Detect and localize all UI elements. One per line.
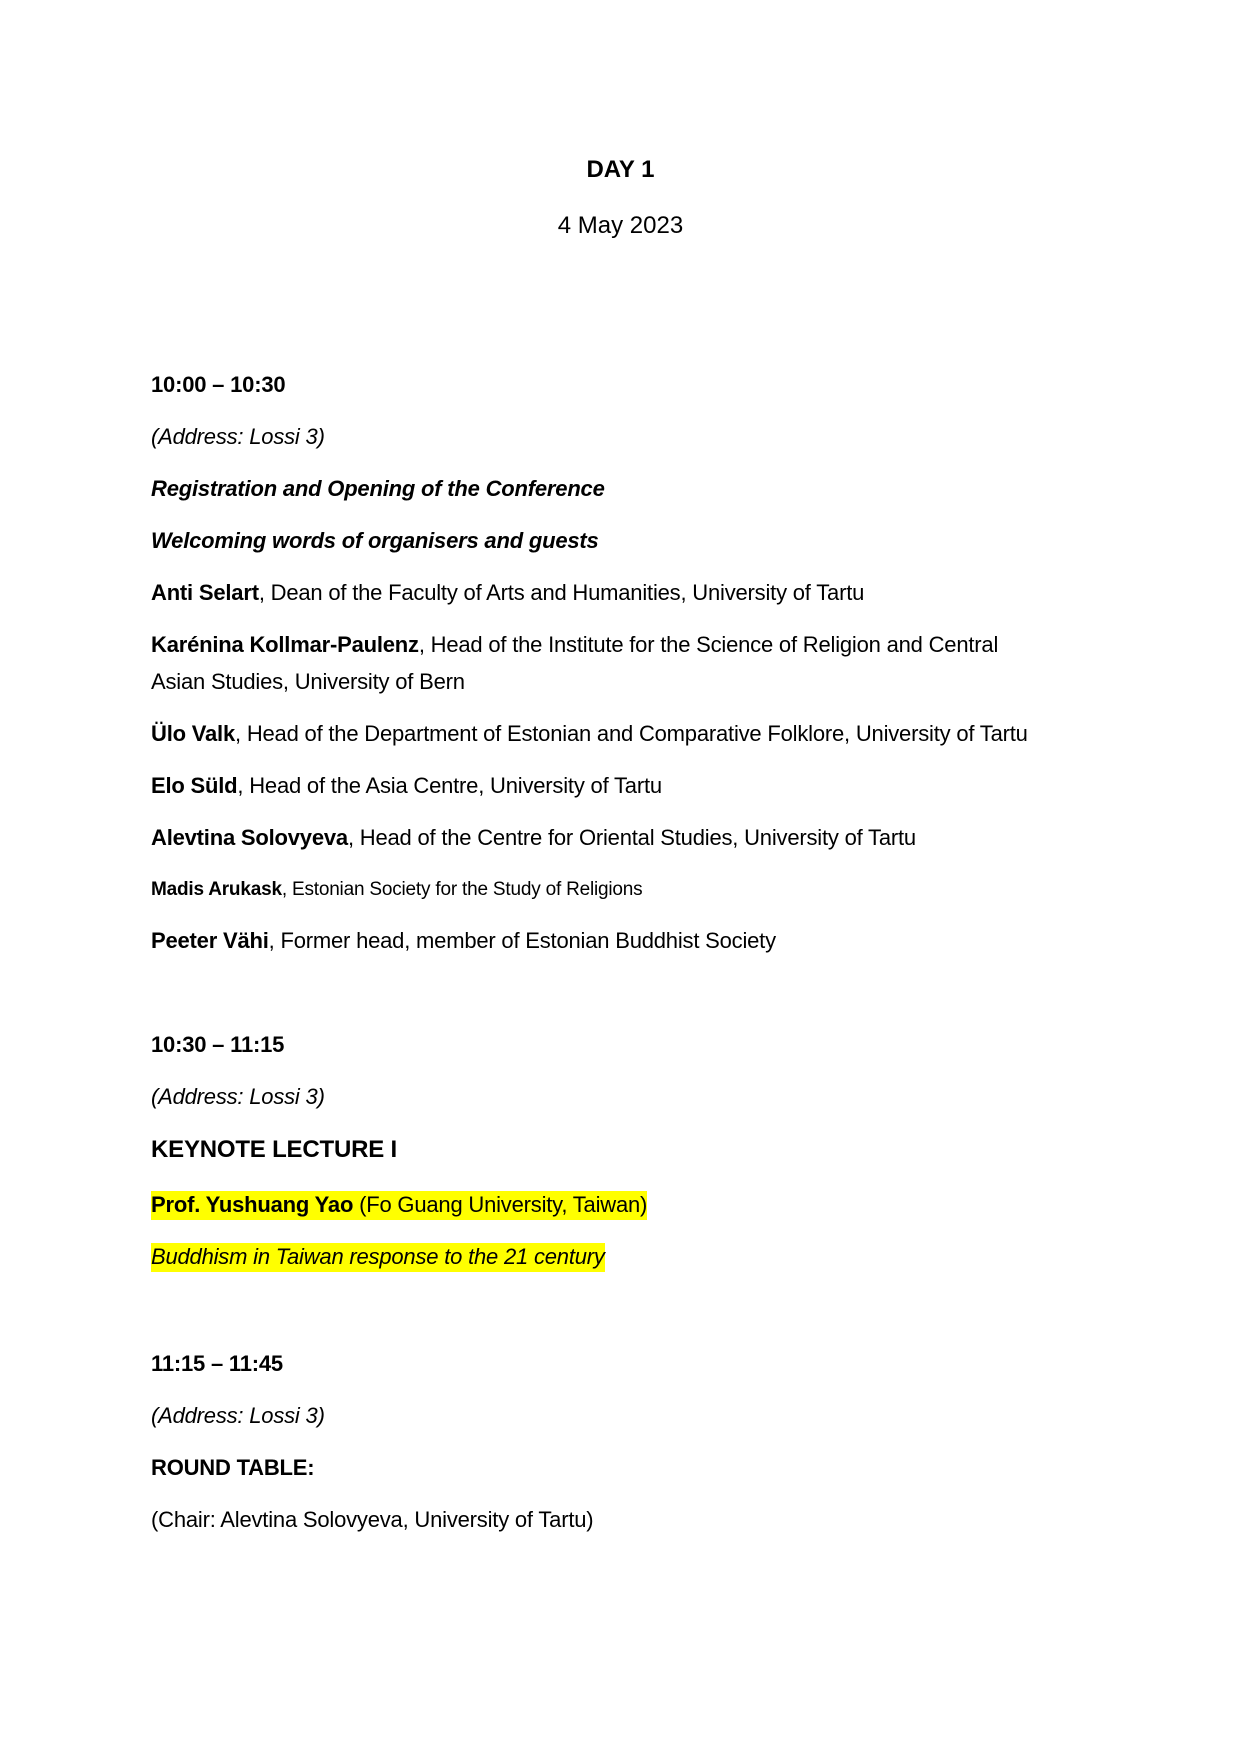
speaker-role: , Head of the Department of Estonian and Comparative Folklore, University of Tartu (235, 721, 1028, 746)
session-2-title: KEYNOTE LECTURE I (151, 1136, 397, 1163)
speaker-6 (151, 879, 642, 901)
session-1-time: 10:00 – 10:30 (151, 372, 286, 397)
speaker-name: Ülo Valk (151, 721, 235, 746)
keynote-speaker (151, 1192, 647, 1218)
speaker-role: , Head of the Asia Centre, University of Tartu (237, 773, 662, 798)
session-3-chair: (Chair: Alevtina Solovyeva, University of Tartu) (151, 1507, 594, 1532)
speaker-role: , Former head, member of Estonian Buddhist Society (268, 928, 776, 953)
session-2-time: 10:30 – 11:15 (151, 1032, 285, 1057)
keynote-speaker-affiliation: (Fo Guang University, Taiwan) (353, 1192, 648, 1217)
speaker-name: Karénina Kollmar-Paulenz (151, 632, 419, 657)
speaker-name: Anti Selart (151, 580, 259, 605)
speaker-name: Peeter Vähi (151, 928, 269, 953)
session-1-subtitle: Welcoming words of organisers and guests (151, 528, 599, 553)
speaker-4 (151, 773, 662, 799)
date-heading: 4 May 2023 (557, 212, 684, 239)
speaker-2-role-continued: Asian Studies, University of Bern (151, 669, 465, 694)
speaker-name: Elo Süld (151, 773, 238, 798)
speaker-2 (151, 632, 998, 658)
speaker-name: Alevtina Solovyeva (151, 825, 348, 850)
keynote-lecture-title: Buddhism in Taiwan response to the 21 century (151, 1243, 605, 1272)
speaker-5 (151, 825, 916, 851)
speaker-role: , Head of the Centre for Oriental Studies, University of Tartu (347, 825, 916, 850)
speaker-role: , Head of the Institute for the Science of Religion and Central (418, 632, 999, 657)
session-1-title: Registration and Opening of the Conference (151, 476, 605, 501)
keynote-speaker-name: Prof. Yushuang Yao (151, 1192, 354, 1217)
speaker-1 (151, 580, 864, 606)
speaker-3 (151, 721, 1028, 747)
speaker-name: Madis Arukask (151, 879, 282, 900)
speaker-role: , Dean of the Faculty of Arts and Humanities, University of Tartu (258, 580, 865, 605)
day-heading: DAY 1 (586, 156, 655, 183)
session-3-address: (Address: Lossi 3) (151, 1403, 325, 1428)
session-3-time: 11:15 – 11:45 (151, 1351, 283, 1376)
speaker-role: , Estonian Society for the Study of Religions (281, 879, 643, 900)
speaker-7 (151, 928, 776, 954)
session-3-title: ROUND TABLE: (151, 1455, 315, 1480)
session-1-address: (Address: Lossi 3) (151, 424, 325, 449)
keynote-lecture-title-row (151, 1244, 605, 1270)
session-2-address: (Address: Lossi 3) (151, 1084, 325, 1109)
